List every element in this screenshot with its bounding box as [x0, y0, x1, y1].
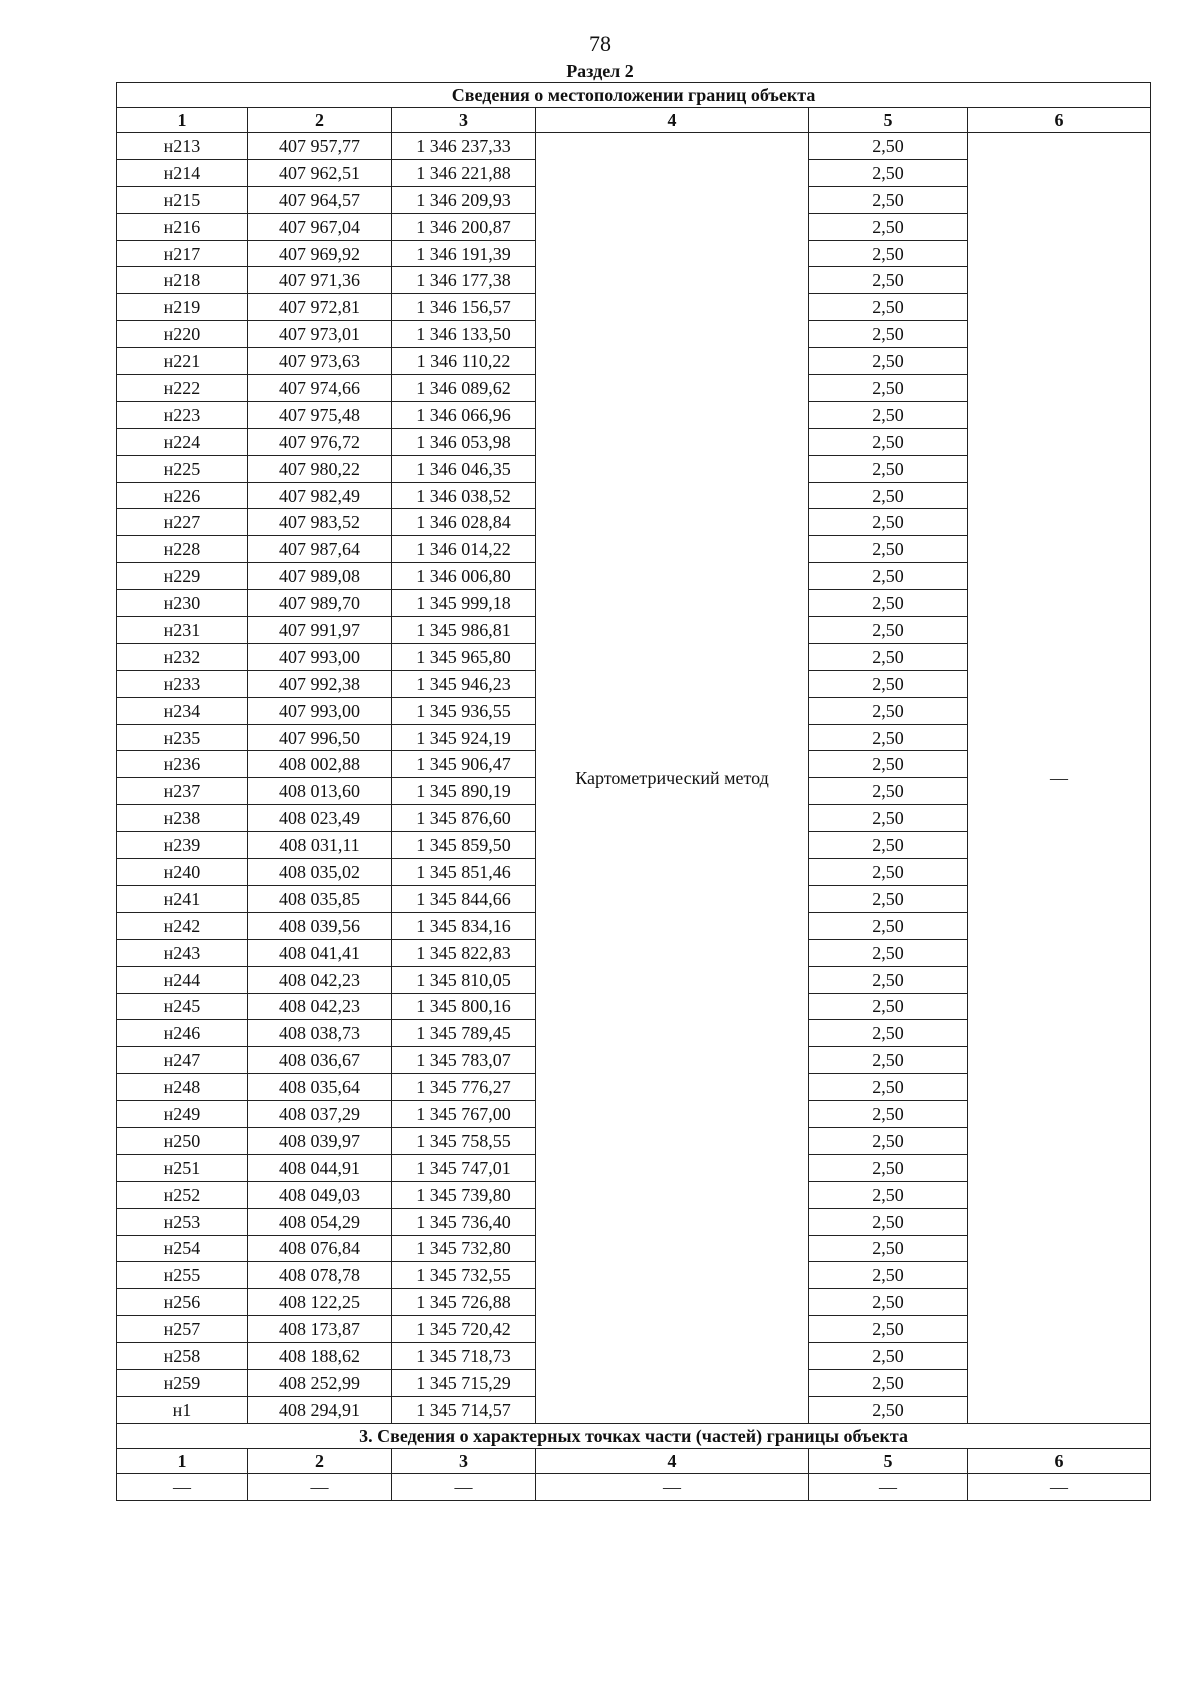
point-name-cell: н240	[117, 859, 248, 886]
x-coordinate-cell: 407 973,01	[248, 321, 392, 348]
accuracy-cell: 2,50	[809, 643, 968, 670]
accuracy-cell: 2,50	[809, 912, 968, 939]
section3-column-header-6: 6	[968, 1448, 1151, 1473]
x-coordinate-cell: 407 976,72	[248, 428, 392, 455]
point-name-cell: н214	[117, 159, 248, 186]
point-name-cell: н227	[117, 509, 248, 536]
accuracy-cell: 2,50	[809, 1343, 968, 1370]
accuracy-cell: 2,50	[809, 1074, 968, 1101]
y-coordinate-cell: 1 345 986,81	[392, 617, 536, 644]
accuracy-cell: 2,50	[809, 428, 968, 455]
point-name-cell: н218	[117, 267, 248, 294]
y-coordinate-cell: 1 346 156,57	[392, 294, 536, 321]
x-coordinate-cell: 408 173,87	[248, 1316, 392, 1343]
y-coordinate-cell: 1 346 006,80	[392, 563, 536, 590]
y-coordinate-cell: 1 345 789,45	[392, 1020, 536, 1047]
x-coordinate-cell: 408 002,88	[248, 751, 392, 778]
accuracy-cell: 2,50	[809, 133, 968, 160]
y-coordinate-cell: 1 346 200,87	[392, 213, 536, 240]
point-name-cell: н224	[117, 428, 248, 455]
point-name-cell: н259	[117, 1369, 248, 1396]
table-title: Сведения о местоположении границ объекта	[117, 83, 1151, 108]
accuracy-cell: 2,50	[809, 213, 968, 240]
y-coordinate-cell: 1 346 110,22	[392, 348, 536, 375]
accuracy-cell: 2,50	[809, 966, 968, 993]
table-title-row	[117, 83, 1151, 108]
point-name-cell: н229	[117, 563, 248, 590]
accuracy-cell: 2,50	[809, 1262, 968, 1289]
y-coordinate-cell: 1 345 844,66	[392, 885, 536, 912]
x-coordinate-cell: 408 035,02	[248, 859, 392, 886]
x-coordinate-cell: 408 035,85	[248, 885, 392, 912]
point-name-cell: н217	[117, 240, 248, 267]
accuracy-cell: 2,50	[809, 1181, 968, 1208]
y-coordinate-cell: 1 345 726,88	[392, 1289, 536, 1316]
accuracy-cell: 2,50	[809, 1154, 968, 1181]
x-coordinate-cell: 407 989,08	[248, 563, 392, 590]
point-name-cell: н252	[117, 1181, 248, 1208]
x-coordinate-cell: 407 972,81	[248, 294, 392, 321]
section3-column-header-4: 4	[536, 1448, 809, 1473]
accuracy-cell: 2,50	[809, 455, 968, 482]
x-coordinate-cell: 408 054,29	[248, 1208, 392, 1235]
y-coordinate-cell: 1 345 822,83	[392, 939, 536, 966]
point-name-cell: н253	[117, 1208, 248, 1235]
accuracy-cell: 2,50	[809, 939, 968, 966]
point-name-cell: н216	[117, 213, 248, 240]
accuracy-cell: 2,50	[809, 1369, 968, 1396]
point-name-cell: н220	[117, 321, 248, 348]
y-coordinate-cell: 1 345 890,19	[392, 778, 536, 805]
point-name-cell: н235	[117, 724, 248, 751]
x-coordinate-cell: 407 974,66	[248, 375, 392, 402]
method-cell: Картометрический метод	[536, 133, 809, 1424]
x-coordinate-cell: 407 971,36	[248, 267, 392, 294]
y-coordinate-cell: 1 345 859,50	[392, 832, 536, 859]
accuracy-cell: 2,50	[809, 617, 968, 644]
y-coordinate-cell: 1 345 783,07	[392, 1047, 536, 1074]
x-coordinate-cell: 408 078,78	[248, 1262, 392, 1289]
accuracy-cell: 2,50	[809, 885, 968, 912]
point-name-cell: н250	[117, 1127, 248, 1154]
accuracy-cell: 2,50	[809, 509, 968, 536]
accuracy-cell: 2,50	[809, 375, 968, 402]
y-coordinate-cell: 1 345 876,60	[392, 805, 536, 832]
y-coordinate-cell: 1 346 038,52	[392, 482, 536, 509]
y-coordinate-cell: 1 346 028,84	[392, 509, 536, 536]
column-header-6: 6	[968, 108, 1151, 133]
point-name-cell: н251	[117, 1154, 248, 1181]
y-coordinate-cell: 1 345 810,05	[392, 966, 536, 993]
table-row	[117, 133, 1151, 160]
point-name-cell: н241	[117, 885, 248, 912]
point-name-cell: н257	[117, 1316, 248, 1343]
accuracy-cell: 2,50	[809, 1047, 968, 1074]
accuracy-cell: 2,50	[809, 993, 968, 1020]
x-coordinate-cell: 408 044,91	[248, 1154, 392, 1181]
x-coordinate-cell: 408 188,62	[248, 1343, 392, 1370]
x-coordinate-cell: 408 036,67	[248, 1047, 392, 1074]
accuracy-cell: 2,50	[809, 1208, 968, 1235]
section3-cell-6: —	[968, 1473, 1151, 1500]
x-coordinate-cell: 408 013,60	[248, 778, 392, 805]
x-coordinate-cell: 407 982,49	[248, 482, 392, 509]
point-name-cell: н222	[117, 375, 248, 402]
boundary-table-body	[117, 83, 1151, 1501]
accuracy-cell: 2,50	[809, 832, 968, 859]
column-header-1: 1	[117, 108, 248, 133]
point-name-cell: н258	[117, 1343, 248, 1370]
section3-cell-5: —	[809, 1473, 968, 1500]
section3-cell-4: —	[536, 1473, 809, 1500]
accuracy-cell: 2,50	[809, 1396, 968, 1423]
y-coordinate-cell: 1 346 053,98	[392, 428, 536, 455]
accuracy-cell: 2,50	[809, 805, 968, 832]
point-name-cell: н232	[117, 643, 248, 670]
x-coordinate-cell: 407 980,22	[248, 455, 392, 482]
accuracy-cell: 2,50	[809, 697, 968, 724]
x-coordinate-cell: 408 122,25	[248, 1289, 392, 1316]
column-6-cell: —	[968, 133, 1151, 1424]
x-coordinate-cell: 408 038,73	[248, 1020, 392, 1047]
accuracy-cell: 2,50	[809, 1316, 968, 1343]
y-coordinate-cell: 1 346 089,62	[392, 375, 536, 402]
point-name-cell: н245	[117, 993, 248, 1020]
y-coordinate-cell: 1 345 747,01	[392, 1154, 536, 1181]
y-coordinate-cell: 1 345 736,40	[392, 1208, 536, 1235]
section3-column-header-3: 3	[392, 1448, 536, 1473]
x-coordinate-cell: 408 035,64	[248, 1074, 392, 1101]
x-coordinate-cell: 408 076,84	[248, 1235, 392, 1262]
accuracy-cell: 2,50	[809, 590, 968, 617]
section3-header-row	[117, 1448, 1151, 1473]
x-coordinate-cell: 408 049,03	[248, 1181, 392, 1208]
x-coordinate-cell: 408 039,97	[248, 1127, 392, 1154]
accuracy-cell: 2,50	[809, 186, 968, 213]
section3-row	[117, 1473, 1151, 1500]
column-header-5: 5	[809, 108, 968, 133]
x-coordinate-cell: 408 294,91	[248, 1396, 392, 1423]
point-name-cell: н234	[117, 697, 248, 724]
point-name-cell: н256	[117, 1289, 248, 1316]
point-name-cell: н1	[117, 1396, 248, 1423]
point-name-cell: н248	[117, 1074, 248, 1101]
column-header-3: 3	[392, 108, 536, 133]
y-coordinate-cell: 1 345 965,80	[392, 643, 536, 670]
column-header-4: 4	[536, 108, 809, 133]
section-label: Раздел 2	[566, 61, 634, 81]
accuracy-cell: 2,50	[809, 159, 968, 186]
section3-column-header-2: 2	[248, 1448, 392, 1473]
accuracy-cell: 2,50	[809, 536, 968, 563]
x-coordinate-cell: 407 983,52	[248, 509, 392, 536]
point-name-cell: н239	[117, 832, 248, 859]
accuracy-cell: 2,50	[809, 1235, 968, 1262]
y-coordinate-cell: 1 345 718,73	[392, 1343, 536, 1370]
y-coordinate-cell: 1 346 133,50	[392, 321, 536, 348]
y-coordinate-cell: 1 345 776,27	[392, 1074, 536, 1101]
point-name-cell: н223	[117, 401, 248, 428]
x-coordinate-cell: 407 967,04	[248, 213, 392, 240]
y-coordinate-cell: 1 346 177,38	[392, 267, 536, 294]
point-name-cell: н242	[117, 912, 248, 939]
x-coordinate-cell: 407 989,70	[248, 590, 392, 617]
y-coordinate-cell: 1 345 732,80	[392, 1235, 536, 1262]
x-coordinate-cell: 407 992,38	[248, 670, 392, 697]
section3-cell-1: —	[117, 1473, 248, 1500]
accuracy-cell: 2,50	[809, 1020, 968, 1047]
point-name-cell: н230	[117, 590, 248, 617]
point-name-cell: н215	[117, 186, 248, 213]
column-header-row	[117, 108, 1151, 133]
y-coordinate-cell: 1 345 714,57	[392, 1396, 536, 1423]
accuracy-cell: 2,50	[809, 482, 968, 509]
point-name-cell: н244	[117, 966, 248, 993]
x-coordinate-cell: 407 964,57	[248, 186, 392, 213]
y-coordinate-cell: 1 345 906,47	[392, 751, 536, 778]
section3-column-header-1: 1	[117, 1448, 248, 1473]
column-header-2: 2	[248, 108, 392, 133]
y-coordinate-cell: 1 346 014,22	[392, 536, 536, 563]
accuracy-cell: 2,50	[809, 1101, 968, 1128]
y-coordinate-cell: 1 345 800,16	[392, 993, 536, 1020]
x-coordinate-cell: 408 252,99	[248, 1369, 392, 1396]
y-coordinate-cell: 1 346 209,93	[392, 186, 536, 213]
y-coordinate-cell: 1 345 732,55	[392, 1262, 536, 1289]
point-name-cell: н226	[117, 482, 248, 509]
section3-column-header-5: 5	[809, 1448, 968, 1473]
accuracy-cell: 2,50	[809, 859, 968, 886]
section3-title: 3. Сведения о характерных точках части (частей) границы объекта	[117, 1423, 1151, 1448]
x-coordinate-cell: 407 996,50	[248, 724, 392, 751]
boundary-table	[116, 82, 1151, 1501]
point-name-cell: н238	[117, 805, 248, 832]
accuracy-cell: 2,50	[809, 751, 968, 778]
y-coordinate-cell: 1 345 999,18	[392, 590, 536, 617]
accuracy-cell: 2,50	[809, 724, 968, 751]
y-coordinate-cell: 1 346 237,33	[392, 133, 536, 160]
accuracy-cell: 2,50	[809, 348, 968, 375]
point-name-cell: н225	[117, 455, 248, 482]
x-coordinate-cell: 408 041,41	[248, 939, 392, 966]
x-coordinate-cell: 407 993,00	[248, 643, 392, 670]
y-coordinate-cell: 1 345 715,29	[392, 1369, 536, 1396]
point-name-cell: н236	[117, 751, 248, 778]
x-coordinate-cell: 407 975,48	[248, 401, 392, 428]
x-coordinate-cell: 407 991,97	[248, 617, 392, 644]
x-coordinate-cell: 407 962,51	[248, 159, 392, 186]
y-coordinate-cell: 1 345 720,42	[392, 1316, 536, 1343]
y-coordinate-cell: 1 345 758,55	[392, 1127, 536, 1154]
y-coordinate-cell: 1 345 767,00	[392, 1101, 536, 1128]
accuracy-cell: 2,50	[809, 294, 968, 321]
x-coordinate-cell: 408 039,56	[248, 912, 392, 939]
point-name-cell: н243	[117, 939, 248, 966]
point-name-cell: н213	[117, 133, 248, 160]
point-name-cell: н247	[117, 1047, 248, 1074]
y-coordinate-cell: 1 346 191,39	[392, 240, 536, 267]
y-coordinate-cell: 1 345 834,16	[392, 912, 536, 939]
point-name-cell: н231	[117, 617, 248, 644]
y-coordinate-cell: 1 345 739,80	[392, 1181, 536, 1208]
y-coordinate-cell: 1 345 946,23	[392, 670, 536, 697]
point-name-cell: н237	[117, 778, 248, 805]
x-coordinate-cell: 408 037,29	[248, 1101, 392, 1128]
section3-title-row	[117, 1423, 1151, 1448]
point-name-cell: н228	[117, 536, 248, 563]
section3-cell-2: —	[248, 1473, 392, 1500]
x-coordinate-cell: 408 031,11	[248, 832, 392, 859]
x-coordinate-cell: 407 987,64	[248, 536, 392, 563]
x-coordinate-cell: 407 957,77	[248, 133, 392, 160]
point-name-cell: н249	[117, 1101, 248, 1128]
point-name-cell: н254	[117, 1235, 248, 1262]
x-coordinate-cell: 408 042,23	[248, 993, 392, 1020]
y-coordinate-cell: 1 346 046,35	[392, 455, 536, 482]
point-name-cell: н255	[117, 1262, 248, 1289]
y-coordinate-cell: 1 345 936,55	[392, 697, 536, 724]
y-coordinate-cell: 1 345 924,19	[392, 724, 536, 751]
point-name-cell: н246	[117, 1020, 248, 1047]
y-coordinate-cell: 1 345 851,46	[392, 859, 536, 886]
accuracy-cell: 2,50	[809, 401, 968, 428]
accuracy-cell: 2,50	[809, 321, 968, 348]
accuracy-cell: 2,50	[809, 240, 968, 267]
accuracy-cell: 2,50	[809, 670, 968, 697]
section3-cell-3: —	[392, 1473, 536, 1500]
x-coordinate-cell: 408 042,23	[248, 966, 392, 993]
point-name-cell: н233	[117, 670, 248, 697]
y-coordinate-cell: 1 346 066,96	[392, 401, 536, 428]
x-coordinate-cell: 408 023,49	[248, 805, 392, 832]
accuracy-cell: 2,50	[809, 267, 968, 294]
accuracy-cell: 2,50	[809, 1289, 968, 1316]
page-number: 78	[589, 31, 611, 56]
point-name-cell: н221	[117, 348, 248, 375]
x-coordinate-cell: 407 993,00	[248, 697, 392, 724]
x-coordinate-cell: 407 969,92	[248, 240, 392, 267]
accuracy-cell: 2,50	[809, 563, 968, 590]
accuracy-cell: 2,50	[809, 778, 968, 805]
accuracy-cell: 2,50	[809, 1127, 968, 1154]
y-coordinate-cell: 1 346 221,88	[392, 159, 536, 186]
point-name-cell: н219	[117, 294, 248, 321]
x-coordinate-cell: 407 973,63	[248, 348, 392, 375]
